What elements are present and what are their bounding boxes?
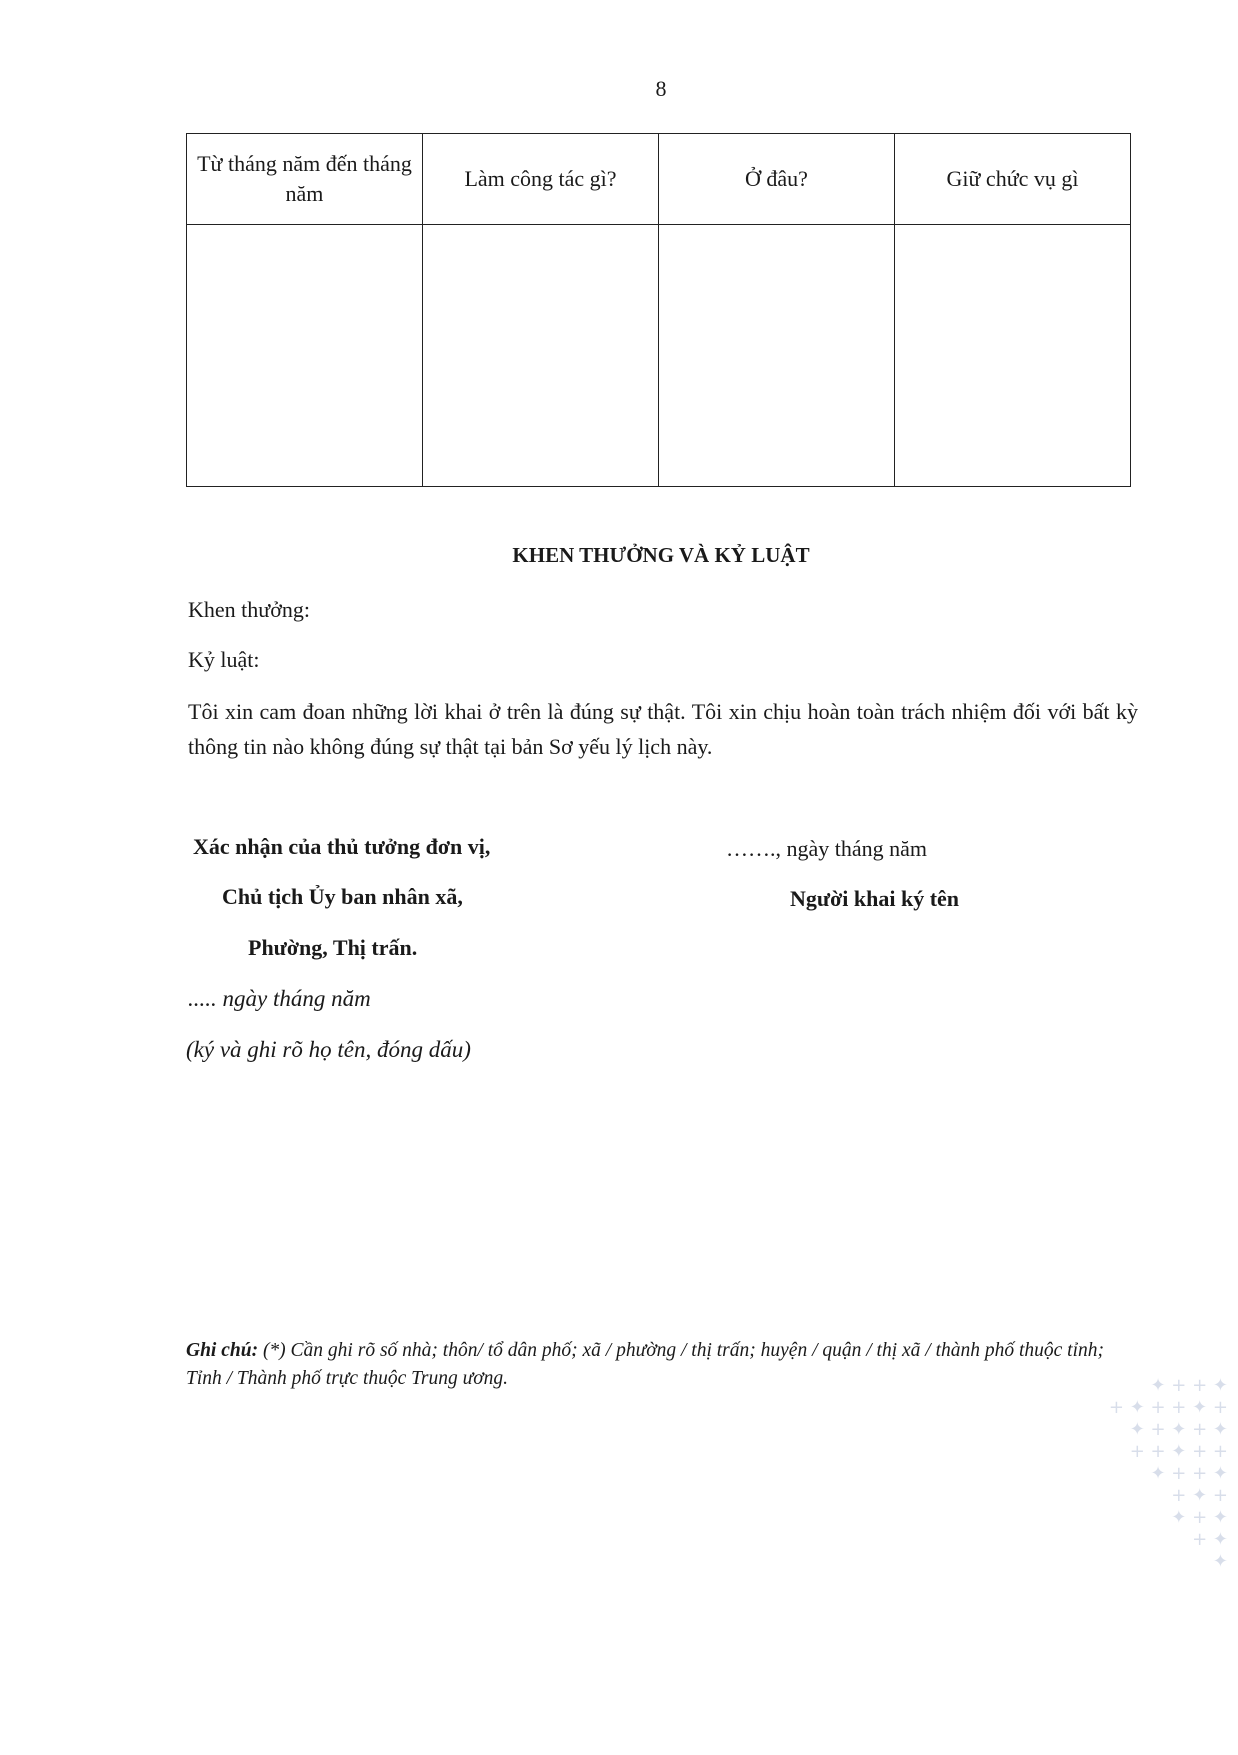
header-position: Giữ chức vụ gì	[895, 134, 1131, 225]
signature-instruction: (ký và ghi rõ họ tên, đóng dấu)	[186, 1037, 471, 1062]
footnote-label: Ghi chú:	[186, 1340, 259, 1361]
section-title: KHEN THƯỞNG VÀ KỶ LUẬT	[512, 543, 810, 567]
footnote-text: (*) Cần ghi rõ số nhà; thôn/ tổ dân phố; xã / phường / thị trấn; huyện / quận / thị xã / thành phố thuộc tỉnh; Tỉnh / Thành phố trực thuộc Trung ương.	[186, 1340, 1105, 1389]
table-cell	[659, 225, 895, 487]
table-row	[187, 225, 1131, 487]
table-cell	[423, 225, 659, 487]
confirmation-date: ..... ngày tháng năm	[188, 986, 371, 1011]
table-cell	[895, 225, 1131, 487]
table-header-row	[187, 134, 1131, 225]
header-location: Ở đâu?	[659, 134, 895, 225]
table-cell	[187, 225, 423, 487]
khen-thuong-label: Khen thưởng:	[188, 597, 310, 622]
ky-luat-label: Kỷ luật:	[188, 647, 260, 672]
declarant-date: ……., ngày tháng năm	[726, 836, 928, 861]
confirmation-line-1: Xác nhận của thủ tưởng đơn vị,	[193, 834, 491, 859]
declaration-text: Tôi xin cam đoan những lời khai ở trên là đúng sự thật. Tôi xin chịu hoàn toàn trách nhiệm đối với bất kỳ thông tin nào không đúng sự thật tại bản Sơ yếu lý lịch này.	[188, 699, 1138, 759]
declarant-signature-label: Người khai ký tên	[790, 886, 960, 911]
confirmation-line-3: Phường, Thị trấn.	[248, 935, 418, 960]
page-number: 8	[655, 76, 667, 101]
header-time-period: Từ tháng năm đến tháng năm	[187, 134, 423, 225]
work-history-table	[186, 133, 1131, 487]
sparkle-watermark-icon: ✦ + + ✦ + ✦ + + ✦ + ✦ + ✦ + ✦ + + ✦ + + ✦ + + ✦ + ✦ + ✦ + ✦ + ✦ ✦	[1108, 1375, 1228, 1572]
confirmation-line-2: Chủ tịch Ủy ban nhân xã,	[222, 884, 463, 909]
header-job: Làm công tác gì?	[423, 134, 659, 225]
